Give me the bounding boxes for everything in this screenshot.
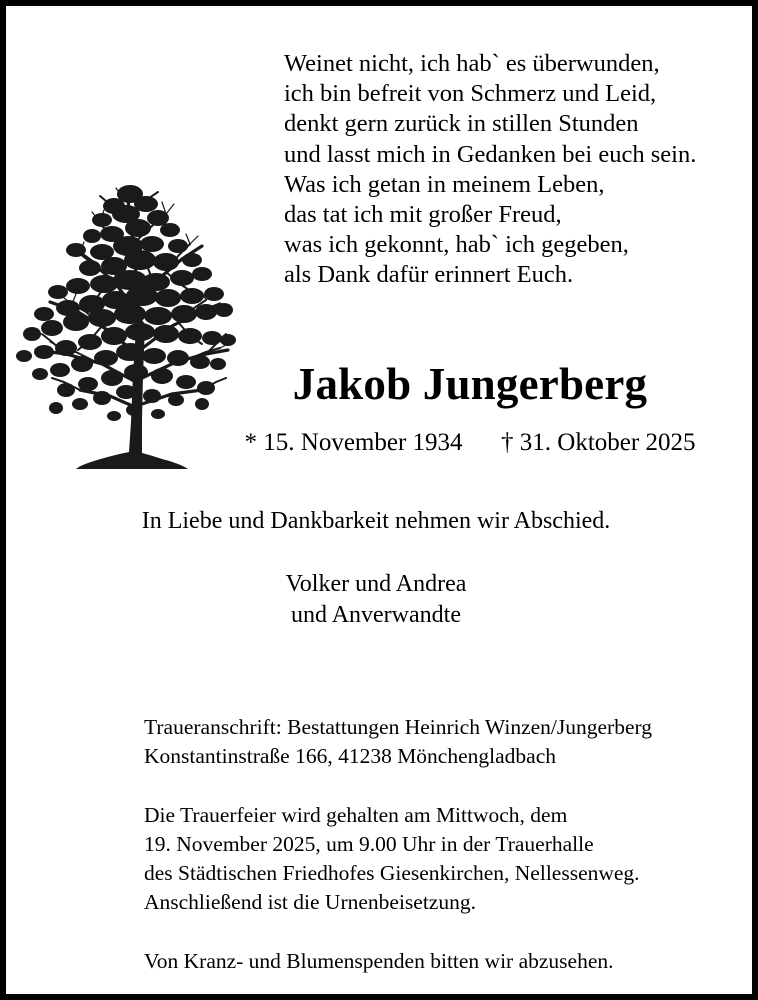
- poem-line: das tat ich mit großer Freud,: [284, 201, 562, 229]
- flowers-notice-block: [144, 947, 744, 976]
- detail-line: Konstantinstraße 166, 41238 Mönchengladbach: [144, 744, 556, 768]
- birth-symbol: *: [244, 429, 258, 456]
- funeral-details: [144, 713, 744, 976]
- memorial-poem: [284, 49, 744, 291]
- funeral-service-block: [144, 801, 744, 917]
- detail-line: 19. November 2025, um 9.00 Uhr in der Trauerhalle: [144, 832, 594, 856]
- birth-date: 15. November 1934: [263, 429, 463, 456]
- poem-line: was ich gekonnt, hab` ich gegeben,: [284, 231, 629, 259]
- detail-line: Von Kranz- und Blumenspenden bitten wir abzusehen.: [144, 949, 614, 973]
- mourner-line: und Anverwandte: [291, 602, 461, 628]
- notice-page: [6, 6, 752, 994]
- detail-line: Die Trauerfeier wird gehalten am Mittwoch, dem: [144, 803, 568, 827]
- poem-line: und lasst mich in Gedanken bei euch sein.: [284, 140, 697, 168]
- detail-line: Anschließend ist die Urnenbeisetzung.: [144, 890, 476, 914]
- death-date: 31. Oktober 2025: [519, 429, 696, 456]
- poem-line: ich bin befreit von Schmerz und Leid,: [284, 80, 657, 108]
- mourning-address-block: [144, 713, 744, 771]
- detail-line: Traueranschrift: Bestattungen Heinrich Winzen/Jungerberg: [144, 715, 653, 739]
- poem-line: Weinet nicht, ich hab` es überwunden,: [284, 50, 660, 77]
- deceased-name: Jakob Jungerberg: [292, 359, 648, 409]
- poem-line: denkt gern zurück in stillen Stunden: [284, 110, 639, 138]
- farewell-text: In Liebe und Dankbarkeit nehmen wir Abschied.: [141, 508, 611, 534]
- life-dates: [200, 427, 740, 459]
- death-symbol: †: [501, 429, 514, 456]
- poem-line: als Dank dafür erinnert Euch.: [284, 261, 574, 289]
- mourner-line: Volker und Andrea: [285, 571, 467, 597]
- mourners-list: [26, 569, 726, 631]
- block-spacer: [144, 917, 744, 947]
- detail-line: des Städtischen Friedhofes Giesenkirchen, Nellessenweg.: [144, 861, 640, 885]
- block-spacer: [144, 771, 744, 801]
- poem-line: Was ich getan in meinem Leben,: [284, 170, 605, 198]
